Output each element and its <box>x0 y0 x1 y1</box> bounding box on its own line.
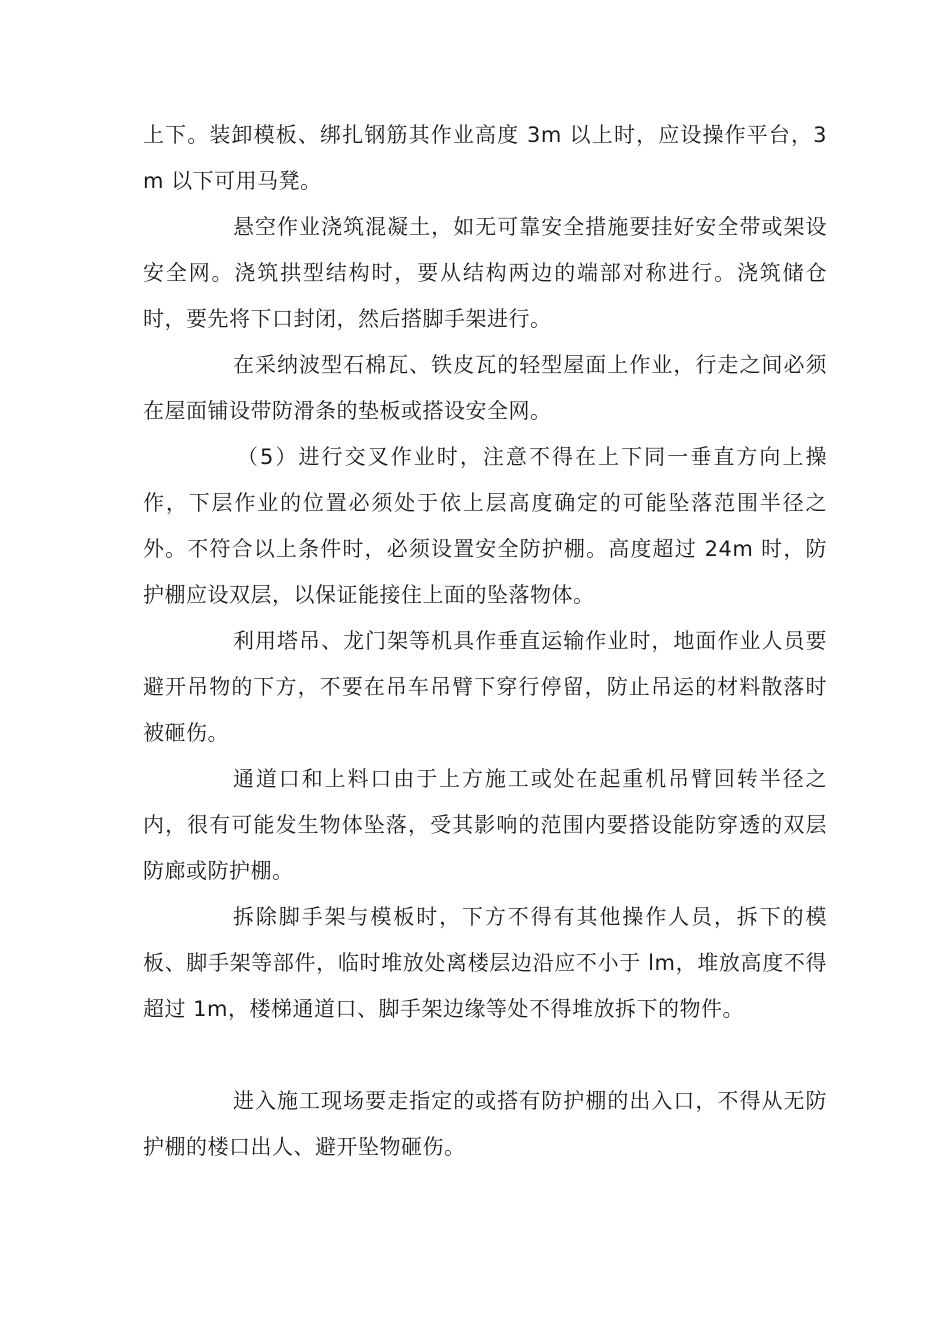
paragraph-5: 利用塔吊、龙门架等机具作垂直运输作业时，地面作业人员要避开吊物的下方，不要在吊车吊臂下穿行停留，防止吊运的材料散落时被砸伤。 <box>143 629 827 745</box>
paragraph-7: 拆除脚手架与模板时，下方不得有其他操作人员，拆下的模板、脚手架等部件，临时堆放处离楼层边沿应不小于 lm，堆放高度不得超过 1m，楼梯通道口、脚手架边缘等处不得堆放拆下的物件。 <box>143 905 827 1021</box>
paragraph-8: 进入施工现场要走指定的或搭有防护棚的出入口，不得从无防护棚的楼口出人、避开坠物砸伤。 <box>143 1089 827 1159</box>
paragraph-2: 悬空作业浇筑混凝土，如无可靠安全措施要挂好安全带或架设安全网。浇筑拱型结构时，要从结构两边的端部对称进行。浇筑储仓时，要先将下口封闭，然后搭脚手架进行。 <box>143 215 827 331</box>
paragraph-spacer <box>143 1032 827 1078</box>
paragraph-3: 在采纳波型石棉瓦、铁皮瓦的轻型屋面上作业，行走之间必须在屋面铺设带防滑条的垫板或搭设安全网。 <box>143 353 827 423</box>
document-body <box>143 112 827 1170</box>
paragraph-6: 通道口和上料口由于上方施工或处在起重机吊臂回转半径之内，很有可能发生物体坠落，受其影响的范围内要搭设能防穿透的双层防廊或防护棚。 <box>143 767 827 883</box>
paragraph-1: 上下。装卸模板、绑扎钢筋其作业高度 3m 以上时，应设操作平台，3m 以下可用马凳。 <box>143 123 827 193</box>
paragraph-4: （5）进行交叉作业时，注意不得在上下同一垂直方向上操作，下层作业的位置必须处于依上层高度确定的可能坠落范围半径之外。不符合以上条件时，必须设置安全防护棚。高度超过 24m 时，防护棚应设双层，以保证能接住上面的坠落物体。 <box>143 445 827 607</box>
